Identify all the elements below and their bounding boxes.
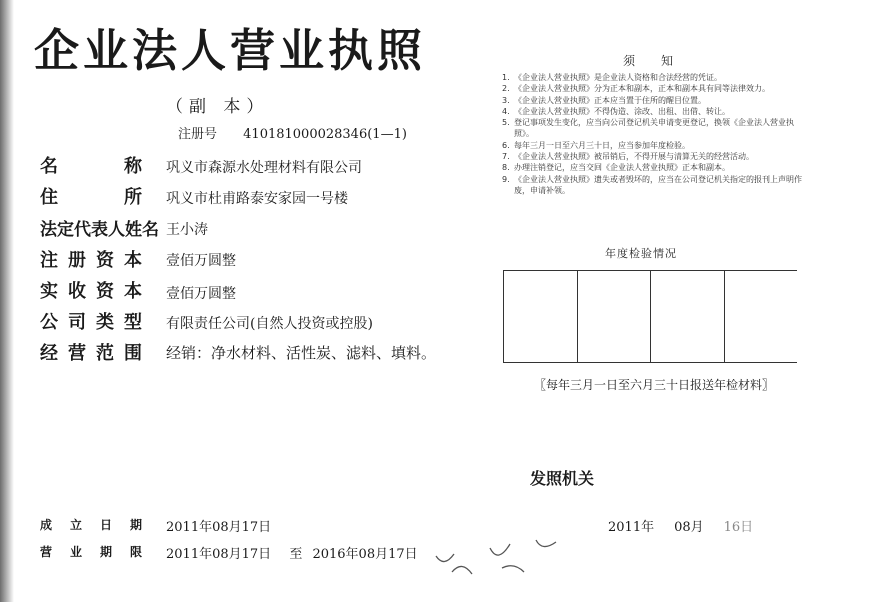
- notice-list: [502, 72, 802, 196]
- field-label-registered-capital: 注 册 资 本: [40, 250, 142, 271]
- license-copy-label: （副 本）: [166, 97, 270, 117]
- annual-inspection-cell: [504, 271, 578, 362]
- field-value-paid-capital: 壹佰万圆整: [166, 286, 236, 302]
- field-label-legal-rep: 法定代表人姓名: [40, 220, 159, 240]
- field-label-company-type: 公 司 类 型: [40, 312, 142, 333]
- established-date-value: 2011年08月17日: [166, 520, 272, 535]
- field-value-address: 巩义市杜甫路泰安家园一号楼: [166, 191, 348, 207]
- business-term-to: 2016年08月17日: [312, 547, 418, 562]
- annual-inspection-title: 年度检验情况: [605, 247, 677, 260]
- issue-date-day: 16日: [723, 520, 754, 535]
- field-value-business-scope: 经销：净水材料、活性炭、滤料、填料。: [166, 344, 437, 362]
- business-term-from: 2011年08月17日: [166, 547, 272, 562]
- issue-date: [608, 516, 773, 535]
- issue-date-year: 2011年: [608, 520, 655, 535]
- seal-scribble-mark: [432, 534, 562, 579]
- notice-item: 7. 《企业法人营业执照》被吊销后，不得开展与清算无关的经营活动。: [502, 152, 754, 162]
- issuing-authority-label: 发照机关: [530, 469, 595, 488]
- annual-inspection-note: 〖每年三月一日至六月三十日报送年检材料〗: [534, 378, 775, 392]
- field-label-address: 住 所: [40, 187, 142, 208]
- scan-edge-shadow: [0, 0, 14, 602]
- registration-number-label: 注册号: [178, 127, 218, 142]
- field-label-paid-capital: 实 收 资 本: [40, 281, 142, 302]
- registration-number: 410181000028346(1—1): [243, 127, 407, 142]
- annual-inspection-cell: [651, 271, 725, 362]
- annual-inspection-cell: [725, 271, 798, 362]
- notice-item: 6. 每年三月一日至六月三十日，应当参加年度检验。: [502, 140, 690, 150]
- license-title: 企业法人营业执照: [34, 24, 427, 77]
- field-value-legal-rep: 王小涛: [166, 222, 208, 238]
- notice-item: 8. 办理注销登记，应当交回《企业法人营业执照》正本和副本。: [502, 163, 730, 173]
- notice-item: 9. 《企业法人营业执照》遗失或者毁坏的，应当在公司登记机关指定的报刊上声明作废，申请补领。: [502, 174, 802, 195]
- registration-number-row: [178, 123, 407, 142]
- issue-date-month: 08月: [674, 520, 704, 535]
- business-term-value: [166, 543, 418, 562]
- notice-item: 1. 《企业法人营业执照》是企业法人资格和合法经营的凭证。: [502, 73, 722, 82]
- business-term-to-label: 至: [289, 547, 303, 562]
- annual-inspection-cell: [578, 271, 652, 362]
- field-label-name: 名 称: [40, 156, 142, 177]
- field-value-company-type: 有限责任公司(自然人投资或控股): [166, 316, 373, 332]
- business-term-label: 营 业 期 限: [40, 545, 142, 559]
- established-date-label: 成 立 日 期: [40, 518, 142, 532]
- notice-item: 3. 《企业法人营业执照》正本应当置于住所的醒目位置。: [502, 95, 706, 105]
- annual-inspection-grid: [503, 270, 797, 363]
- notice-item: 2. 《企业法人营业执照》分为正本和副本，正本和副本具有同等法律效力。: [502, 84, 770, 94]
- field-value-registered-capital: 壹佰万圆整: [166, 253, 236, 269]
- notice-item: 5. 登记事项发生变化，应当向公司登记机关申请变更登记，换领《企业法人营业执照》。: [502, 118, 794, 139]
- notice-item: 4. 《企业法人营业执照》不得伪造、涂改、出租、出借、转让。: [502, 106, 730, 116]
- field-label-business-scope: 经 营 范 围: [40, 343, 142, 364]
- notice-title: 须知: [623, 54, 700, 68]
- field-value-name: 巩义市森源水处理材料有限公司: [166, 160, 362, 176]
